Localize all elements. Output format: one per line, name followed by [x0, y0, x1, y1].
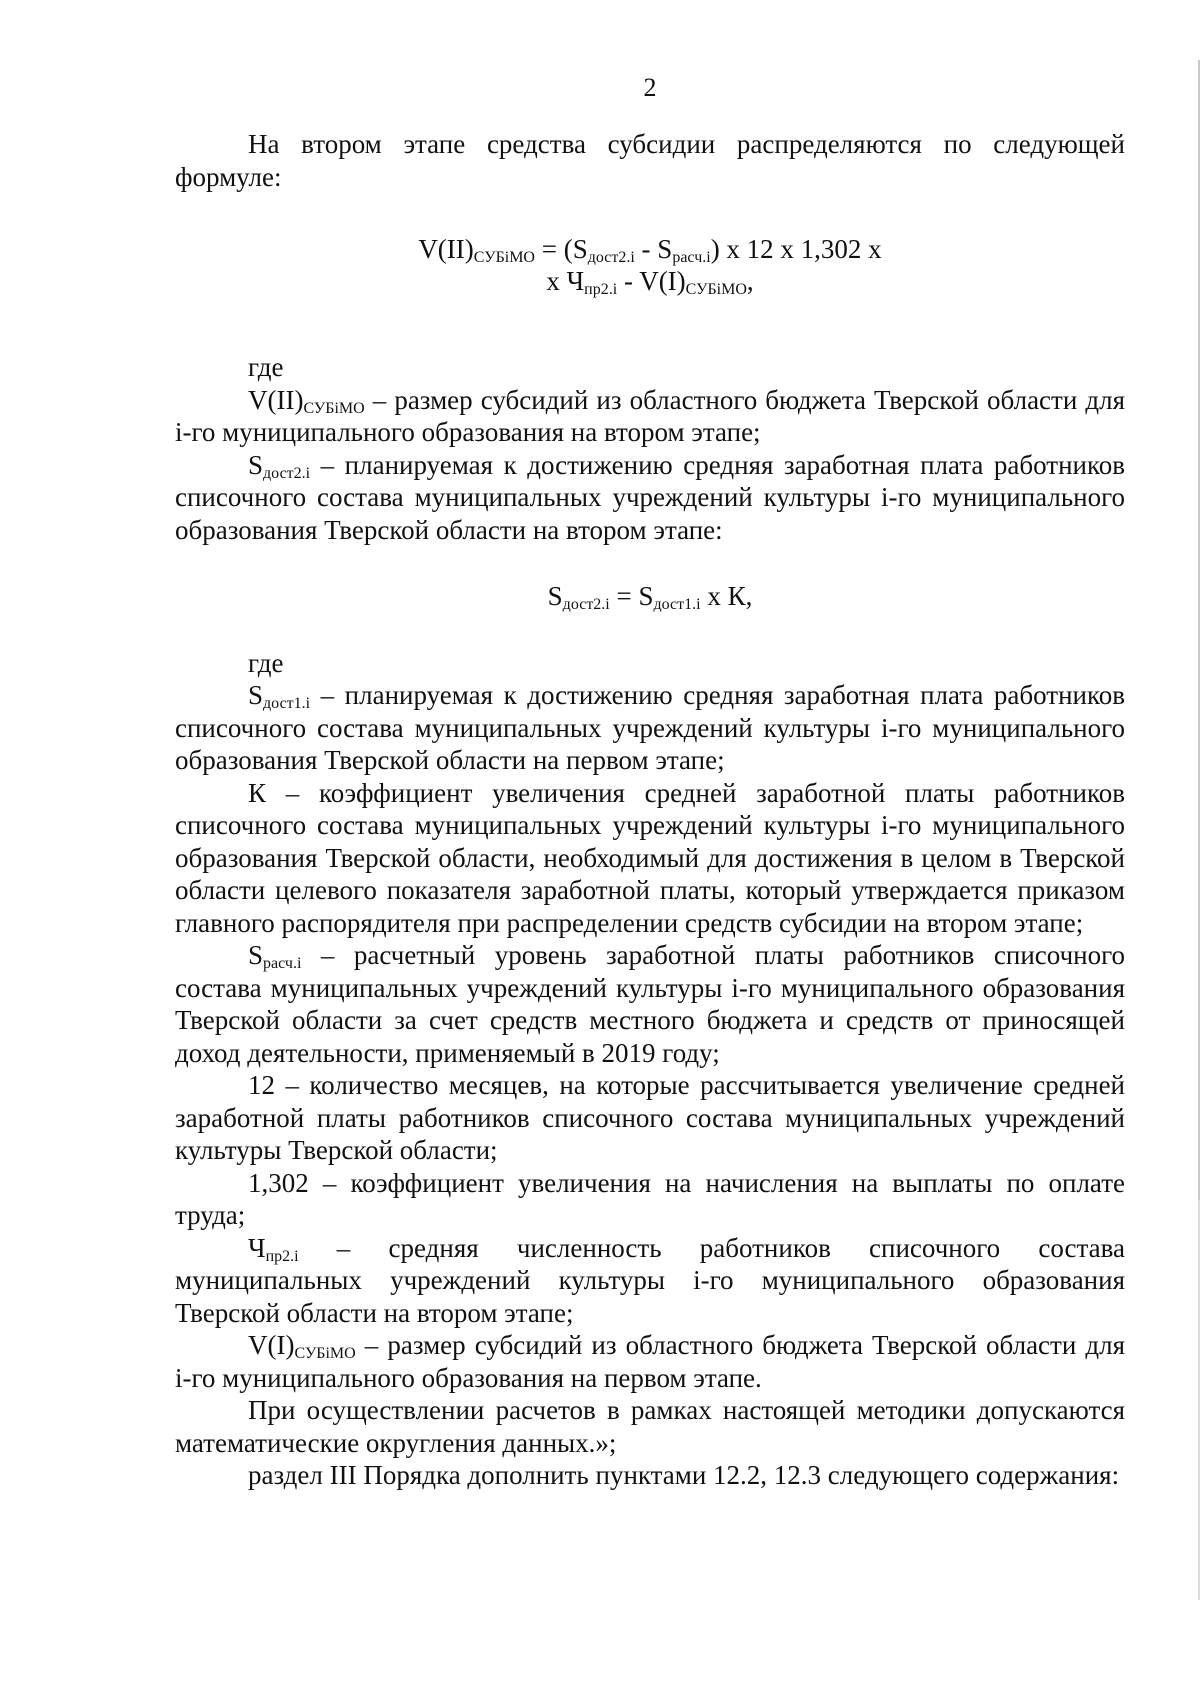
formula-line-1: $V(II)_{СУБiМО} = (S_{дост2.i} - S_{расч.i})$ х 12 х 1,302 х: [418, 234, 882, 266]
rounding-paragraph: При осуществлении расчетов в рамках настоящей методики допускаются математические округления данных.»;: [175, 1395, 1125, 1458]
definition-sdost2: $S_{дост2.i}$ – планируемая к достижению средняя заработная плата работников списочного состава муниципальных учреждений культуры i-го муниципального образования Тверской области на втором этапе:: [175, 449, 1125, 545]
intro-paragraph: На втором этапе средства субсидии распределяются по следующей формуле:: [175, 129, 1125, 192]
formula-v2: [175, 233, 1125, 297]
definition-v2: $V(II)_{СУБiМО}$ – размер субсидий из областного бюджета Тверской области для i-го муниципального образования на втором этапе;: [175, 384, 1125, 447]
where-label: где: [248, 352, 284, 382]
definition-v1: $V(I)_{СУБiМО}$ – размер субсидий из областного бюджета Тверской области для i-го муниципального образования на первом этапе.: [175, 1330, 1125, 1393]
where-label: где: [248, 647, 284, 678]
document-body: [175, 128, 1125, 1492]
page-number: 2: [643, 73, 657, 102]
definition-srasch: $S_{расч.i}$ – расчетный уровень заработной платы работников списочного состава муниципальных учреждений культуры i-го муниципального образования Тверской области за счет средств местного бюджета и средств от приносящей доход деятельности, применяемый в 2019 году;: [175, 940, 1125, 1068]
definition-sdost1: $S_{дост1.i}$ – планируемая к достижению средняя заработная плата работников списочного состава муниципальных учреждений культуры i-го муниципального образования Тверской области на первом этапе;: [175, 680, 1125, 775]
definition-12: 12 – количество месяцев, на которые рассчитывается увеличение средней заработной платы работников списочного состава муниципальных учреждений культуры Тверской области;: [175, 1070, 1125, 1165]
formula-sdost2: $S_{дост2.i} = S_{дост1.i}$ х К,: [547, 581, 753, 613]
definition-1302: 1,302 – коэффициент увеличения на начисления на выплаты по оплате труда;: [175, 1167, 1125, 1230]
definition-k: К – коэффициент увеличения средней заработной платы работников списочного состава муниципальных учреждений культуры i-го муниципального образования Тверской области, необходимый для достижения в целом в Тверской области целевого показателя заработной платы, который утверждается приказом главного распорядителя при распределении средств субсидии на втором этапе;: [175, 777, 1125, 938]
section-paragraph: раздел III Порядка дополнить пунктами 12.2, 12.3 следующего содержания:: [248, 1460, 1120, 1490]
definition-ch: $Ч_{пр2.i}$ – средняя численность работников списочного состава муниципальных учреждений культуры i-го муниципального образования Тверской области на втором этапе;: [175, 1232, 1125, 1328]
formula-line-2: х $Ч_{пр2.i} - V(I)_{СУБiМО}$,: [546, 266, 754, 298]
